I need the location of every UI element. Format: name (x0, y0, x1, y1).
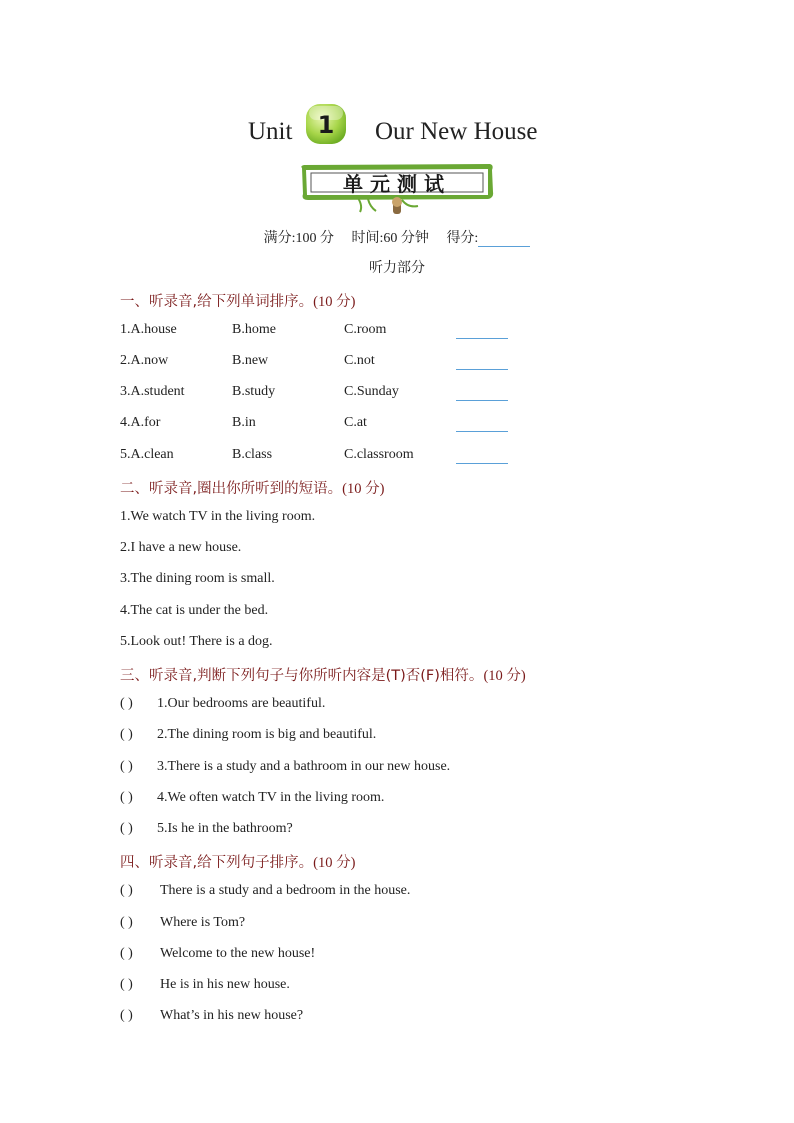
unit-name: Our New House (375, 118, 538, 145)
score-field (446, 231, 530, 246)
answer-paren[interactable]: ( ) (120, 1008, 133, 1023)
section2-item-3: 3.The dining room is small. (120, 571, 275, 586)
statement-text: 4.We often watch TV in the living room. (157, 790, 385, 805)
answer-paren[interactable]: ( ) (120, 977, 133, 992)
option-a: 3.A.student (120, 384, 185, 399)
score-blank[interactable] (478, 232, 530, 247)
statement-text: 2.The dining room is big and beautiful. (157, 727, 377, 742)
section3-title (120, 664, 526, 685)
section2-item-1: 1.We watch TV in the living room. (120, 509, 316, 524)
option-b: B.study (232, 384, 276, 399)
section3-points: (10 分) (483, 668, 526, 684)
option-c: C.classroom (344, 447, 414, 462)
unit-label: Unit (248, 118, 293, 145)
statement-text: 1.Our bedrooms are beautiful. (157, 696, 326, 711)
option-c: C.Sunday (344, 384, 399, 399)
section2-points: (10 分) (342, 481, 385, 497)
answer-paren[interactable]: ( ) (120, 790, 133, 805)
section4-points: (10 分) (313, 855, 356, 871)
option-b: B.class (232, 447, 273, 462)
section1-title (120, 290, 355, 311)
sentence-text: He is in his new house. (160, 977, 290, 992)
option-c: C.not (344, 353, 375, 368)
part-heading: 听力部分 (369, 261, 425, 276)
section4-title-text: 四、听录音,给下列句子排序。 (120, 855, 314, 871)
option-a: 5.A.clean (120, 447, 174, 462)
unit-number: 1 (317, 111, 335, 139)
section2-item-5: 5.Look out! There is a dog. (120, 634, 273, 649)
section3-title-text: 三、听录音,判断下列句子与你所听内容是(T)否(F)相符。 (120, 668, 484, 684)
answer-paren[interactable]: ( ) (120, 727, 133, 742)
answer-blank[interactable] (456, 431, 508, 432)
banner-text: 单元测试 (343, 172, 451, 196)
answer-paren[interactable]: ( ) (120, 696, 133, 711)
score-label: 得分: (446, 231, 479, 246)
sentence-text: Where is Tom? (160, 915, 246, 930)
section2-item-4: 4.The cat is under the bed. (120, 603, 269, 618)
score-line (0, 227, 794, 247)
option-b: B.new (232, 353, 269, 368)
answer-paren[interactable]: ( ) (120, 915, 133, 930)
unit-test-banner (298, 162, 496, 218)
time-limit: 时间:60 分钟 (351, 231, 429, 246)
section2-title (120, 477, 384, 498)
answer-blank[interactable] (456, 369, 508, 370)
answer-paren[interactable]: ( ) (120, 759, 133, 774)
option-b: B.home (232, 322, 276, 337)
option-a: 1.A.house (120, 322, 177, 337)
answer-blank[interactable] (456, 463, 508, 464)
option-c: C.room (344, 322, 387, 337)
section1-points: (10 分) (313, 294, 356, 310)
page-title (0, 100, 794, 156)
section2-title-text: 二、听录音,圈出你所听到的短语。 (120, 481, 343, 497)
sentence-text: There is a study and a bedroom in the house. (160, 883, 411, 898)
answer-blank[interactable] (456, 400, 508, 401)
full-marks: 满分:100 分 (263, 231, 335, 246)
statement-text: 5.Is he in the bathroom? (157, 821, 293, 836)
option-c: C.at (344, 415, 367, 430)
unit-number-badge-icon (304, 102, 348, 146)
statement-text: 3.There is a study and a bathroom in our new house. (157, 759, 451, 774)
section1-title-text: 一、听录音,给下列单词排序。 (120, 294, 314, 310)
option-b: B.in (232, 415, 256, 430)
section2-item-2: 2.I have a new house. (120, 540, 242, 555)
answer-paren[interactable]: ( ) (120, 946, 133, 961)
option-a: 2.A.now (120, 353, 169, 368)
option-a: 4.A.for (120, 415, 161, 430)
answer-paren[interactable]: ( ) (120, 821, 133, 836)
answer-blank[interactable] (456, 338, 508, 339)
section4-title (120, 851, 355, 872)
answer-paren[interactable]: ( ) (120, 883, 133, 898)
sentence-text: What’s in his new house? (160, 1008, 304, 1023)
sentence-text: Welcome to the new house! (160, 946, 316, 961)
